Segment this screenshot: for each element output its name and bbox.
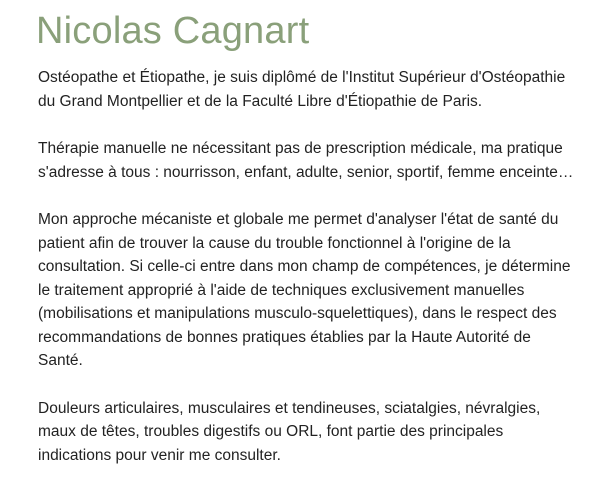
bio-paragraph-approach: Mon approche mécaniste et globale me permet d'analyser l'état de santé du patient afin de trouver la cause du trouble fonctionnel à l'origine de la consultation. Si celle-ci entre dans mon champ de compétences, je détermine le traitement approprié à l'aide de techniques exclusivement manuelles (mobilisations et manipulations musculo-squelettiques), dans le respect des recommandations de bonnes pratiques établies par la Haute Autorité de Santé. (38, 211, 571, 369)
bio-paragraph-credentials: Ostéopathe et Étiopathe, je suis diplômé de l'Institut Supérieur d'Ostéopathie du Grand Montpellier et de la Faculté Libre d'Étiopathie de Paris. (38, 69, 566, 110)
bio-paragraph-practice: Thérapie manuelle ne nécessitant pas de prescription médicale, ma pratique s'adresse à tous : nourrisson, enfant, adulte, senior, sportif, femme enceinte… (38, 140, 574, 181)
bio-content (38, 66, 578, 467)
bio-paragraph-indications: Douleurs articulaires, musculaires et tendineuses, sciatalgies, névralgies, maux de têtes, troubles digestifs ou ORL, font partie des principales indications pour venir me consulter. (38, 399, 541, 464)
page-title: Nicolas Cagnart (36, 10, 310, 52)
